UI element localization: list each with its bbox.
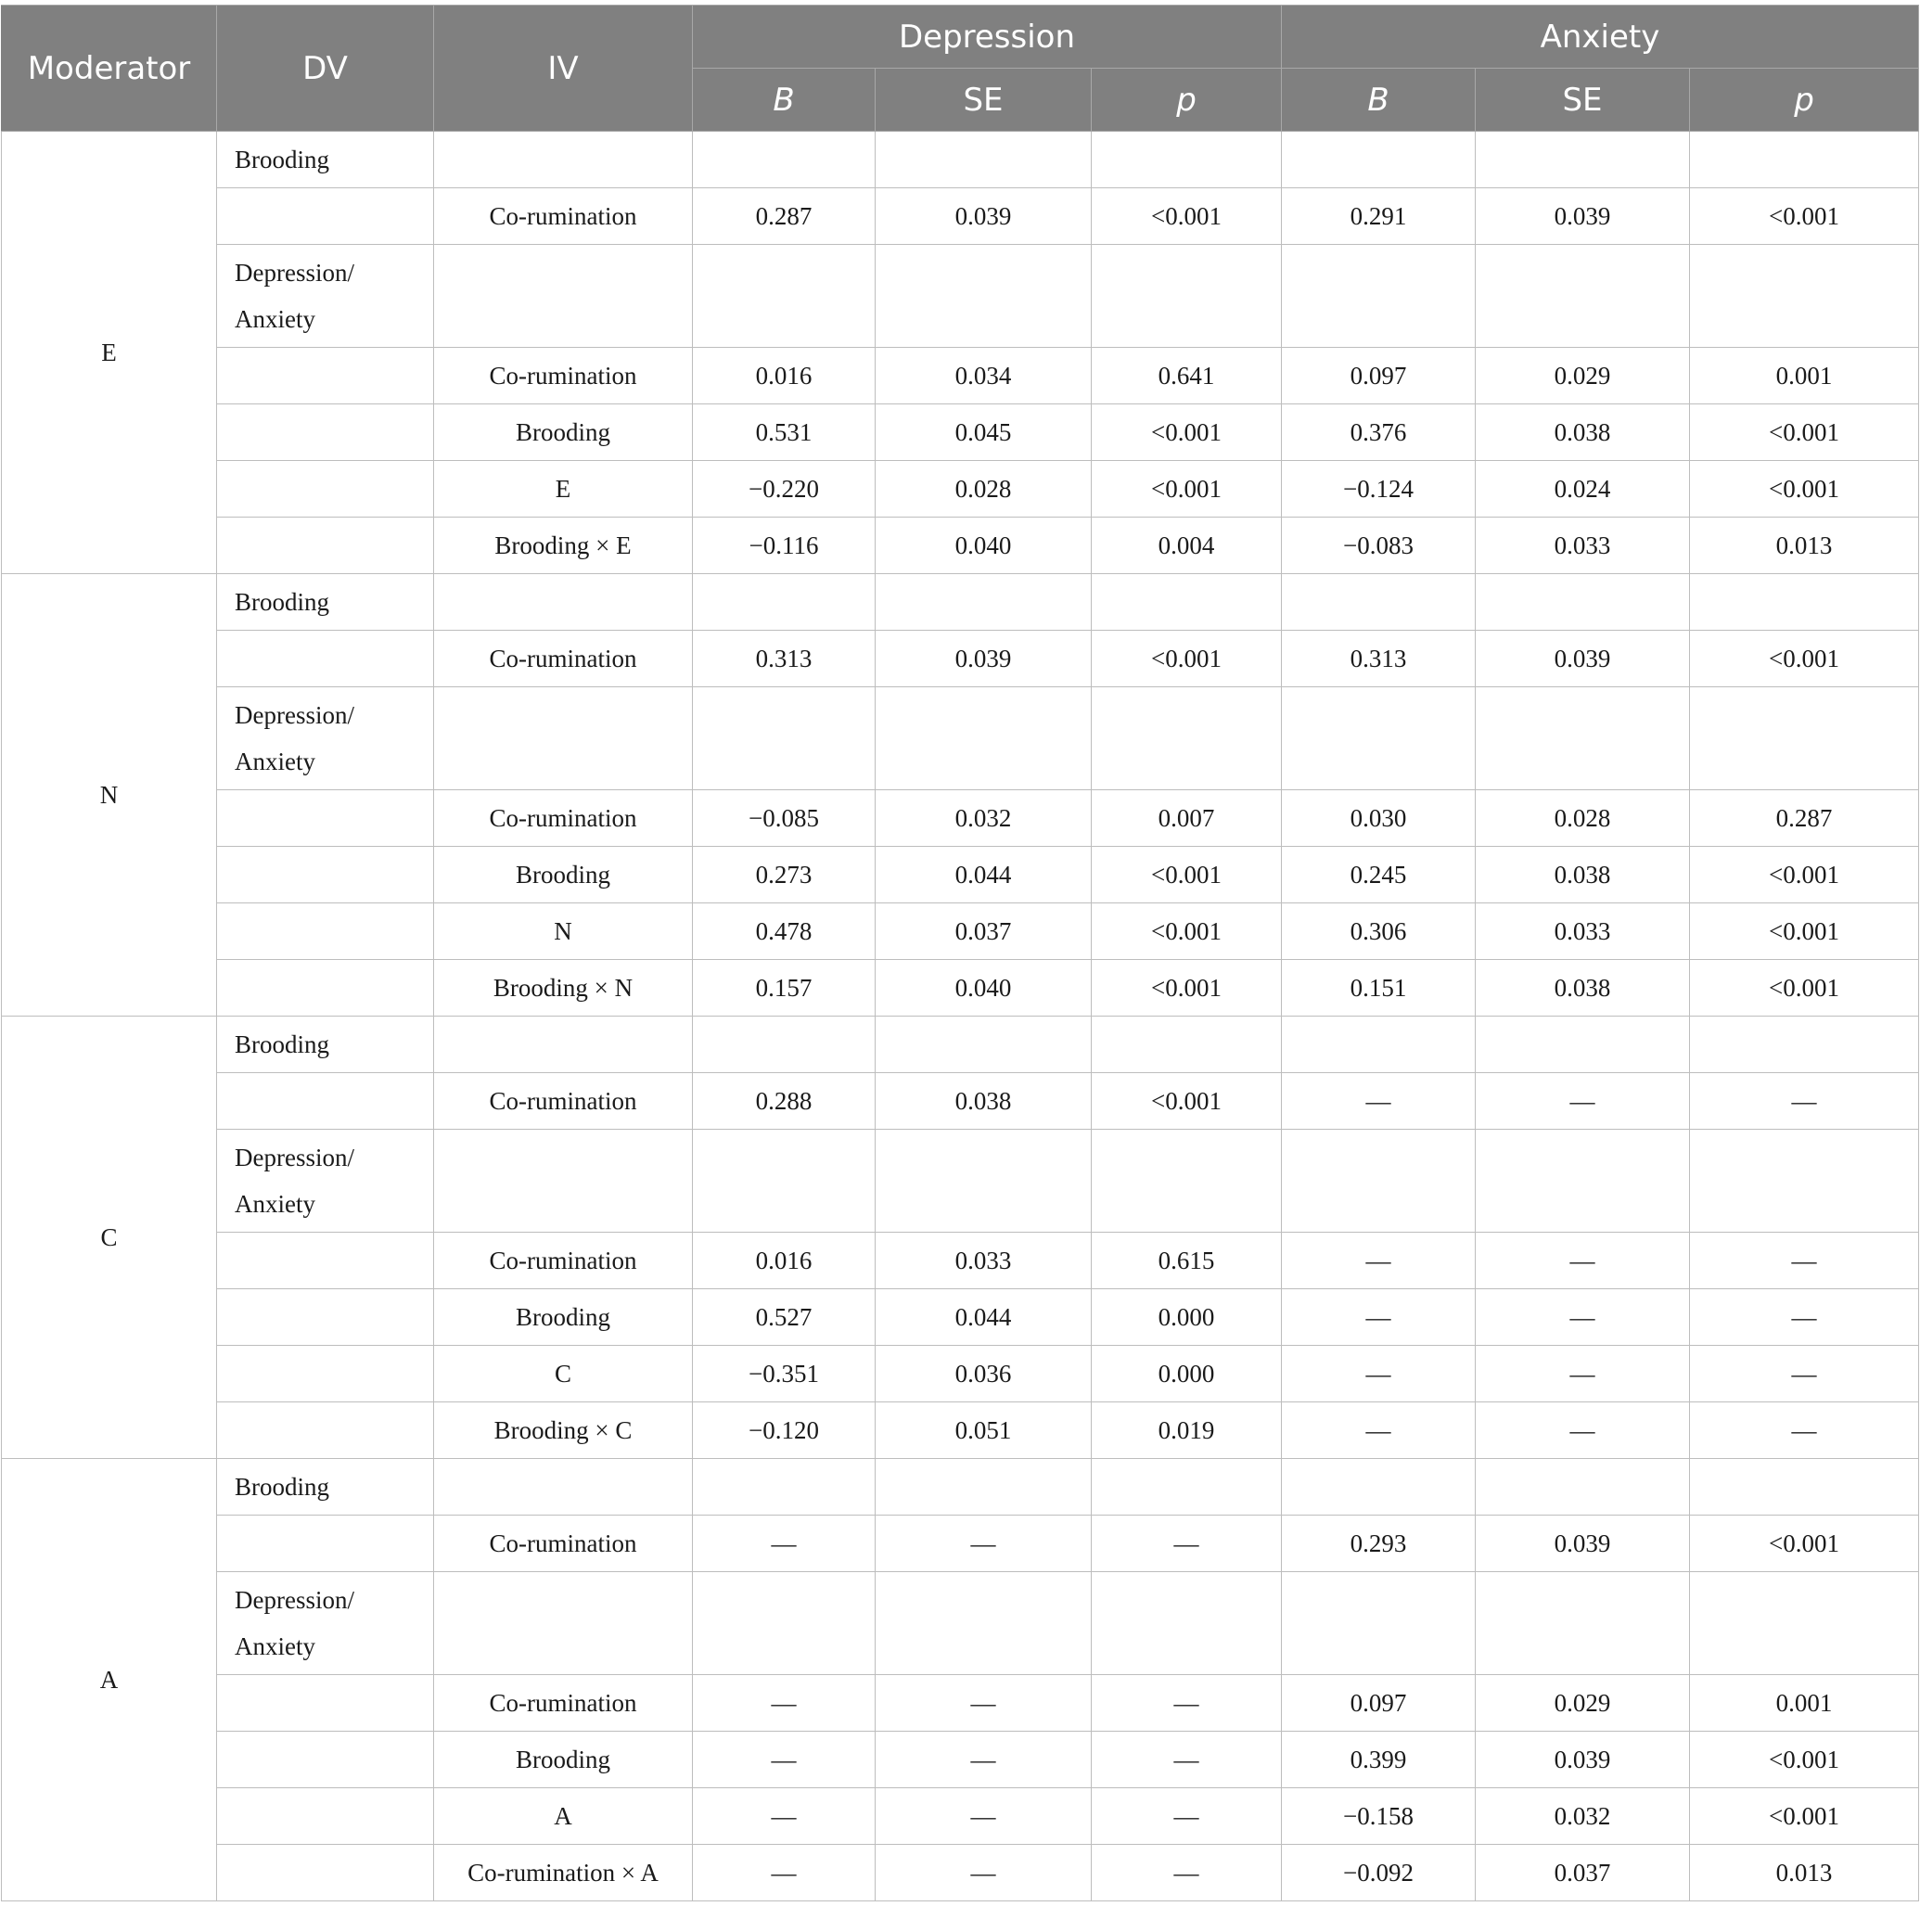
anx-se-cell: 0.038 xyxy=(1476,960,1690,1017)
anx-se-cell xyxy=(1476,574,1690,631)
anx-se-cell: 0.029 xyxy=(1476,1675,1690,1732)
dep-p-cell: <0.001 xyxy=(1092,1073,1282,1130)
dep-se-cell xyxy=(876,245,1092,348)
dv-cell: Depression/ Anxiety xyxy=(217,245,434,348)
anx-se-cell: 0.038 xyxy=(1476,404,1690,461)
iv-cell: A xyxy=(434,1788,693,1845)
dep-se-cell: 0.037 xyxy=(876,903,1092,960)
dv-cell xyxy=(217,1233,434,1289)
anx-b-cell xyxy=(1282,245,1476,348)
dep-se-cell: 0.044 xyxy=(876,847,1092,903)
dep-p-cell: 0.019 xyxy=(1092,1402,1282,1459)
dep-p-cell: 0.000 xyxy=(1092,1346,1282,1402)
header-dep-p: p xyxy=(1092,69,1282,132)
anx-p-cell: — xyxy=(1690,1073,1919,1130)
table-header xyxy=(2,6,1919,132)
anx-b-cell: — xyxy=(1282,1233,1476,1289)
iv-cell xyxy=(434,132,693,188)
header-anxiety: Anxiety xyxy=(1282,6,1919,69)
dep-b-cell: 0.273 xyxy=(693,847,876,903)
iv-cell: Brooding × E xyxy=(434,518,693,574)
dv-cell xyxy=(217,1346,434,1402)
dep-b-cell: — xyxy=(693,1516,876,1572)
anx-b-cell: — xyxy=(1282,1402,1476,1459)
anx-p-cell xyxy=(1690,574,1919,631)
dep-b-cell xyxy=(693,1459,876,1516)
iv-cell: Co-rumination xyxy=(434,1073,693,1130)
dv-cell xyxy=(217,903,434,960)
dep-b-cell xyxy=(693,687,876,790)
dv-cell xyxy=(217,188,434,245)
anx-p-cell: <0.001 xyxy=(1690,1516,1919,1572)
dep-p-cell xyxy=(1092,1459,1282,1516)
anx-b-cell: 0.376 xyxy=(1282,404,1476,461)
anx-p-cell xyxy=(1690,245,1919,348)
anx-b-cell: −0.092 xyxy=(1282,1845,1476,1901)
dep-b-cell: −0.085 xyxy=(693,790,876,847)
anx-p-cell: <0.001 xyxy=(1690,960,1919,1017)
iv-cell: E xyxy=(434,461,693,518)
dv-cell xyxy=(217,1845,434,1901)
anx-p-cell: 0.001 xyxy=(1690,348,1919,404)
dep-se-cell: 0.040 xyxy=(876,518,1092,574)
dep-p-cell: 0.615 xyxy=(1092,1233,1282,1289)
anx-p-cell: — xyxy=(1690,1402,1919,1459)
iv-cell: Co-rumination xyxy=(434,631,693,687)
anx-b-cell: — xyxy=(1282,1289,1476,1346)
dep-p-cell xyxy=(1092,245,1282,348)
anx-se-cell xyxy=(1476,687,1690,790)
anx-se-cell: 0.038 xyxy=(1476,847,1690,903)
moderator-cell: C xyxy=(2,1017,217,1459)
dep-se-cell xyxy=(876,132,1092,188)
anx-b-cell: −0.158 xyxy=(1282,1788,1476,1845)
dep-se-cell: 0.033 xyxy=(876,1233,1092,1289)
table-row xyxy=(2,1346,1919,1402)
dep-se-cell: — xyxy=(876,1845,1092,1901)
moderator-cell: N xyxy=(2,574,217,1017)
table-row xyxy=(2,1233,1919,1289)
dep-p-cell: 0.007 xyxy=(1092,790,1282,847)
header-anx-p: p xyxy=(1690,69,1919,132)
dep-se-cell: — xyxy=(876,1675,1092,1732)
table-row xyxy=(2,1402,1919,1459)
dv-cell xyxy=(217,1675,434,1732)
header-anx-se: SE xyxy=(1476,69,1690,132)
table-row xyxy=(2,461,1919,518)
dep-se-cell: 0.039 xyxy=(876,631,1092,687)
table-row xyxy=(2,1788,1919,1845)
dep-b-cell xyxy=(693,1017,876,1073)
iv-cell xyxy=(434,574,693,631)
dv-cell xyxy=(217,404,434,461)
table-row xyxy=(2,132,1919,188)
table-row xyxy=(2,960,1919,1017)
table-row xyxy=(2,245,1919,348)
dep-p-cell: <0.001 xyxy=(1092,404,1282,461)
anx-se-cell: 0.037 xyxy=(1476,1845,1690,1901)
dv-cell xyxy=(217,1788,434,1845)
table-row xyxy=(2,631,1919,687)
dep-se-cell: 0.028 xyxy=(876,461,1092,518)
iv-cell xyxy=(434,687,693,790)
dep-se-cell xyxy=(876,574,1092,631)
iv-cell: Brooding × C xyxy=(434,1402,693,1459)
anx-b-cell: 0.313 xyxy=(1282,631,1476,687)
anx-p-cell xyxy=(1690,687,1919,790)
dep-se-cell xyxy=(876,687,1092,790)
anx-b-cell: 0.399 xyxy=(1282,1732,1476,1788)
dep-b-cell xyxy=(693,574,876,631)
header-moderator: Moderator xyxy=(2,6,217,132)
iv-cell: Co-rumination xyxy=(434,1233,693,1289)
dep-se-cell: 0.044 xyxy=(876,1289,1092,1346)
table-row xyxy=(2,847,1919,903)
anx-se-cell: — xyxy=(1476,1289,1690,1346)
anx-se-cell: — xyxy=(1476,1073,1690,1130)
dep-b-cell: 0.313 xyxy=(693,631,876,687)
anx-p-cell: <0.001 xyxy=(1690,404,1919,461)
dep-p-cell: 0.000 xyxy=(1092,1289,1282,1346)
dep-p-cell: <0.001 xyxy=(1092,188,1282,245)
dv-cell xyxy=(217,461,434,518)
anx-b-cell: 0.097 xyxy=(1282,348,1476,404)
table-row xyxy=(2,1516,1919,1572)
anx-b-cell xyxy=(1282,574,1476,631)
iv-cell: Co-rumination xyxy=(434,188,693,245)
dep-b-cell: — xyxy=(693,1788,876,1845)
iv-cell: Brooding xyxy=(434,847,693,903)
anx-se-cell xyxy=(1476,132,1690,188)
dep-se-cell: — xyxy=(876,1732,1092,1788)
table-body xyxy=(2,132,1919,1901)
dep-se-cell: 0.032 xyxy=(876,790,1092,847)
dep-b-cell: 0.531 xyxy=(693,404,876,461)
anx-b-cell: 0.245 xyxy=(1282,847,1476,903)
iv-cell: Brooding xyxy=(434,1289,693,1346)
header-iv: IV xyxy=(434,6,693,132)
dep-se-cell: 0.045 xyxy=(876,404,1092,461)
table-row xyxy=(2,1017,1919,1073)
iv-cell: N xyxy=(434,903,693,960)
anx-se-cell: 0.029 xyxy=(1476,348,1690,404)
dep-b-cell: 0.288 xyxy=(693,1073,876,1130)
anx-b-cell: 0.030 xyxy=(1282,790,1476,847)
dep-b-cell: −0.120 xyxy=(693,1402,876,1459)
table-row xyxy=(2,1845,1919,1901)
table-row xyxy=(2,790,1919,847)
iv-cell: Co-rumination × A xyxy=(434,1845,693,1901)
anx-se-cell: — xyxy=(1476,1346,1690,1402)
anx-b-cell: 0.306 xyxy=(1282,903,1476,960)
iv-cell xyxy=(434,1459,693,1516)
iv-cell: Brooding xyxy=(434,404,693,461)
anx-p-cell: <0.001 xyxy=(1690,847,1919,903)
dep-b-cell: 0.527 xyxy=(693,1289,876,1346)
iv-cell: Co-rumination xyxy=(434,1516,693,1572)
dep-se-cell: 0.040 xyxy=(876,960,1092,1017)
dep-b-cell xyxy=(693,1572,876,1675)
dv-cell: Brooding xyxy=(217,574,434,631)
anx-b-cell: — xyxy=(1282,1346,1476,1402)
dep-b-cell: 0.016 xyxy=(693,348,876,404)
anx-se-cell xyxy=(1476,1017,1690,1073)
dv-cell xyxy=(217,1289,434,1346)
dep-p-cell xyxy=(1092,1130,1282,1233)
anx-b-cell: 0.293 xyxy=(1282,1516,1476,1572)
anx-p-cell: 0.013 xyxy=(1690,518,1919,574)
dv-cell xyxy=(217,1402,434,1459)
anx-b-cell xyxy=(1282,1459,1476,1516)
dv-cell: Depression/ Anxiety xyxy=(217,1572,434,1675)
table-row xyxy=(2,188,1919,245)
dv-cell xyxy=(217,1516,434,1572)
table-row xyxy=(2,404,1919,461)
iv-cell: Co-rumination xyxy=(434,1675,693,1732)
dep-se-cell xyxy=(876,1459,1092,1516)
dv-cell xyxy=(217,631,434,687)
table-row xyxy=(2,1459,1919,1516)
dv-cell xyxy=(217,847,434,903)
anx-se-cell: 0.039 xyxy=(1476,631,1690,687)
anx-b-cell xyxy=(1282,1130,1476,1233)
dep-se-cell: 0.036 xyxy=(876,1346,1092,1402)
iv-cell: C xyxy=(434,1346,693,1402)
dep-b-cell: 0.478 xyxy=(693,903,876,960)
anx-b-cell: — xyxy=(1282,1073,1476,1130)
iv-cell xyxy=(434,1017,693,1073)
dv-cell xyxy=(217,518,434,574)
anx-se-cell: — xyxy=(1476,1402,1690,1459)
dep-se-cell xyxy=(876,1017,1092,1073)
dv-cell xyxy=(217,1732,434,1788)
anx-se-cell: 0.033 xyxy=(1476,903,1690,960)
dep-b-cell: 0.016 xyxy=(693,1233,876,1289)
table-row xyxy=(2,574,1919,631)
anx-p-cell xyxy=(1690,1459,1919,1516)
dep-b-cell: 0.287 xyxy=(693,188,876,245)
dep-b-cell: 0.157 xyxy=(693,960,876,1017)
anx-se-cell xyxy=(1476,1130,1690,1233)
dep-p-cell: — xyxy=(1092,1675,1282,1732)
table-row xyxy=(2,518,1919,574)
table-row xyxy=(2,1073,1919,1130)
dep-b-cell: — xyxy=(693,1675,876,1732)
dep-se-cell: 0.038 xyxy=(876,1073,1092,1130)
anx-se-cell: 0.039 xyxy=(1476,1732,1690,1788)
dep-p-cell: — xyxy=(1092,1788,1282,1845)
iv-cell xyxy=(434,1130,693,1233)
table-row xyxy=(2,1289,1919,1346)
dep-p-cell: 0.004 xyxy=(1092,518,1282,574)
anx-se-cell: — xyxy=(1476,1233,1690,1289)
anx-p-cell: 0.001 xyxy=(1690,1675,1919,1732)
dep-se-cell xyxy=(876,1572,1092,1675)
iv-cell: Co-rumination xyxy=(434,790,693,847)
table-row xyxy=(2,348,1919,404)
dep-p-cell xyxy=(1092,687,1282,790)
anx-b-cell: −0.083 xyxy=(1282,518,1476,574)
anx-p-cell: <0.001 xyxy=(1690,461,1919,518)
dv-cell xyxy=(217,348,434,404)
header-depression: Depression xyxy=(693,6,1282,69)
dep-b-cell: — xyxy=(693,1732,876,1788)
dv-cell: Brooding xyxy=(217,132,434,188)
anx-se-cell xyxy=(1476,1459,1690,1516)
anx-p-cell xyxy=(1690,1572,1919,1675)
anx-se-cell: 0.039 xyxy=(1476,188,1690,245)
dep-b-cell xyxy=(693,132,876,188)
iv-cell xyxy=(434,1572,693,1675)
dep-p-cell: — xyxy=(1092,1845,1282,1901)
anx-se-cell: 0.032 xyxy=(1476,1788,1690,1845)
anx-b-cell xyxy=(1282,687,1476,790)
anx-se-cell: 0.033 xyxy=(1476,518,1690,574)
dep-se-cell: 0.039 xyxy=(876,188,1092,245)
dv-cell xyxy=(217,790,434,847)
anx-b-cell xyxy=(1282,1017,1476,1073)
dep-se-cell: 0.034 xyxy=(876,348,1092,404)
dep-se-cell xyxy=(876,1130,1092,1233)
table-row xyxy=(2,1130,1919,1233)
dv-cell xyxy=(217,960,434,1017)
anx-se-cell: 0.024 xyxy=(1476,461,1690,518)
moderator-cell: E xyxy=(2,132,217,574)
dep-p-cell xyxy=(1092,574,1282,631)
dep-p-cell xyxy=(1092,132,1282,188)
dep-b-cell: −0.351 xyxy=(693,1346,876,1402)
anx-p-cell: 0.287 xyxy=(1690,790,1919,847)
table-row xyxy=(2,687,1919,790)
anx-p-cell: <0.001 xyxy=(1690,1788,1919,1845)
dep-b-cell: — xyxy=(693,1845,876,1901)
dep-b-cell: −0.220 xyxy=(693,461,876,518)
anx-b-cell: 0.291 xyxy=(1282,188,1476,245)
anx-b-cell: 0.097 xyxy=(1282,1675,1476,1732)
anx-p-cell: 0.013 xyxy=(1690,1845,1919,1901)
anx-p-cell: — xyxy=(1690,1289,1919,1346)
iv-cell: Brooding xyxy=(434,1732,693,1788)
dep-b-cell xyxy=(693,1130,876,1233)
table-row xyxy=(2,903,1919,960)
header-dep-se: SE xyxy=(876,69,1092,132)
dep-p-cell: <0.001 xyxy=(1092,461,1282,518)
table-row xyxy=(2,1675,1919,1732)
header-dep-b: B xyxy=(693,69,876,132)
anx-b-cell: 0.151 xyxy=(1282,960,1476,1017)
dep-se-cell: — xyxy=(876,1788,1092,1845)
anx-p-cell xyxy=(1690,1130,1919,1233)
iv-cell: Brooding × N xyxy=(434,960,693,1017)
dep-p-cell: <0.001 xyxy=(1092,631,1282,687)
table-row xyxy=(2,1732,1919,1788)
iv-cell: Co-rumination xyxy=(434,348,693,404)
dep-b-cell: −0.116 xyxy=(693,518,876,574)
anx-p-cell: — xyxy=(1690,1346,1919,1402)
dep-p-cell: — xyxy=(1092,1732,1282,1788)
anx-se-cell: 0.039 xyxy=(1476,1516,1690,1572)
anx-p-cell: <0.001 xyxy=(1690,903,1919,960)
anx-se-cell xyxy=(1476,1572,1690,1675)
dep-p-cell: <0.001 xyxy=(1092,960,1282,1017)
dep-p-cell: <0.001 xyxy=(1092,847,1282,903)
dep-p-cell xyxy=(1092,1572,1282,1675)
anx-b-cell xyxy=(1282,132,1476,188)
dep-p-cell xyxy=(1092,1017,1282,1073)
dv-cell: Brooding xyxy=(217,1459,434,1516)
dv-cell: Brooding xyxy=(217,1017,434,1073)
anx-p-cell: <0.001 xyxy=(1690,631,1919,687)
anx-p-cell xyxy=(1690,132,1919,188)
anx-p-cell xyxy=(1690,1017,1919,1073)
header-dv: DV xyxy=(217,6,434,132)
results-table xyxy=(1,5,1919,1901)
dv-cell xyxy=(217,1073,434,1130)
anx-p-cell: <0.001 xyxy=(1690,1732,1919,1788)
anx-se-cell: 0.028 xyxy=(1476,790,1690,847)
dep-p-cell: <0.001 xyxy=(1092,903,1282,960)
dv-cell: Depression/ Anxiety xyxy=(217,687,434,790)
iv-cell xyxy=(434,245,693,348)
dep-se-cell: 0.051 xyxy=(876,1402,1092,1459)
anx-b-cell xyxy=(1282,1572,1476,1675)
anx-p-cell: — xyxy=(1690,1233,1919,1289)
anx-p-cell: <0.001 xyxy=(1690,188,1919,245)
dep-p-cell: — xyxy=(1092,1516,1282,1572)
dep-b-cell xyxy=(693,245,876,348)
dep-p-cell: 0.641 xyxy=(1092,348,1282,404)
anx-b-cell: −0.124 xyxy=(1282,461,1476,518)
header-anx-b: B xyxy=(1282,69,1476,132)
dv-cell: Depression/ Anxiety xyxy=(217,1130,434,1233)
anx-se-cell xyxy=(1476,245,1690,348)
dep-se-cell: — xyxy=(876,1516,1092,1572)
table-row xyxy=(2,1572,1919,1675)
moderator-cell: A xyxy=(2,1459,217,1901)
